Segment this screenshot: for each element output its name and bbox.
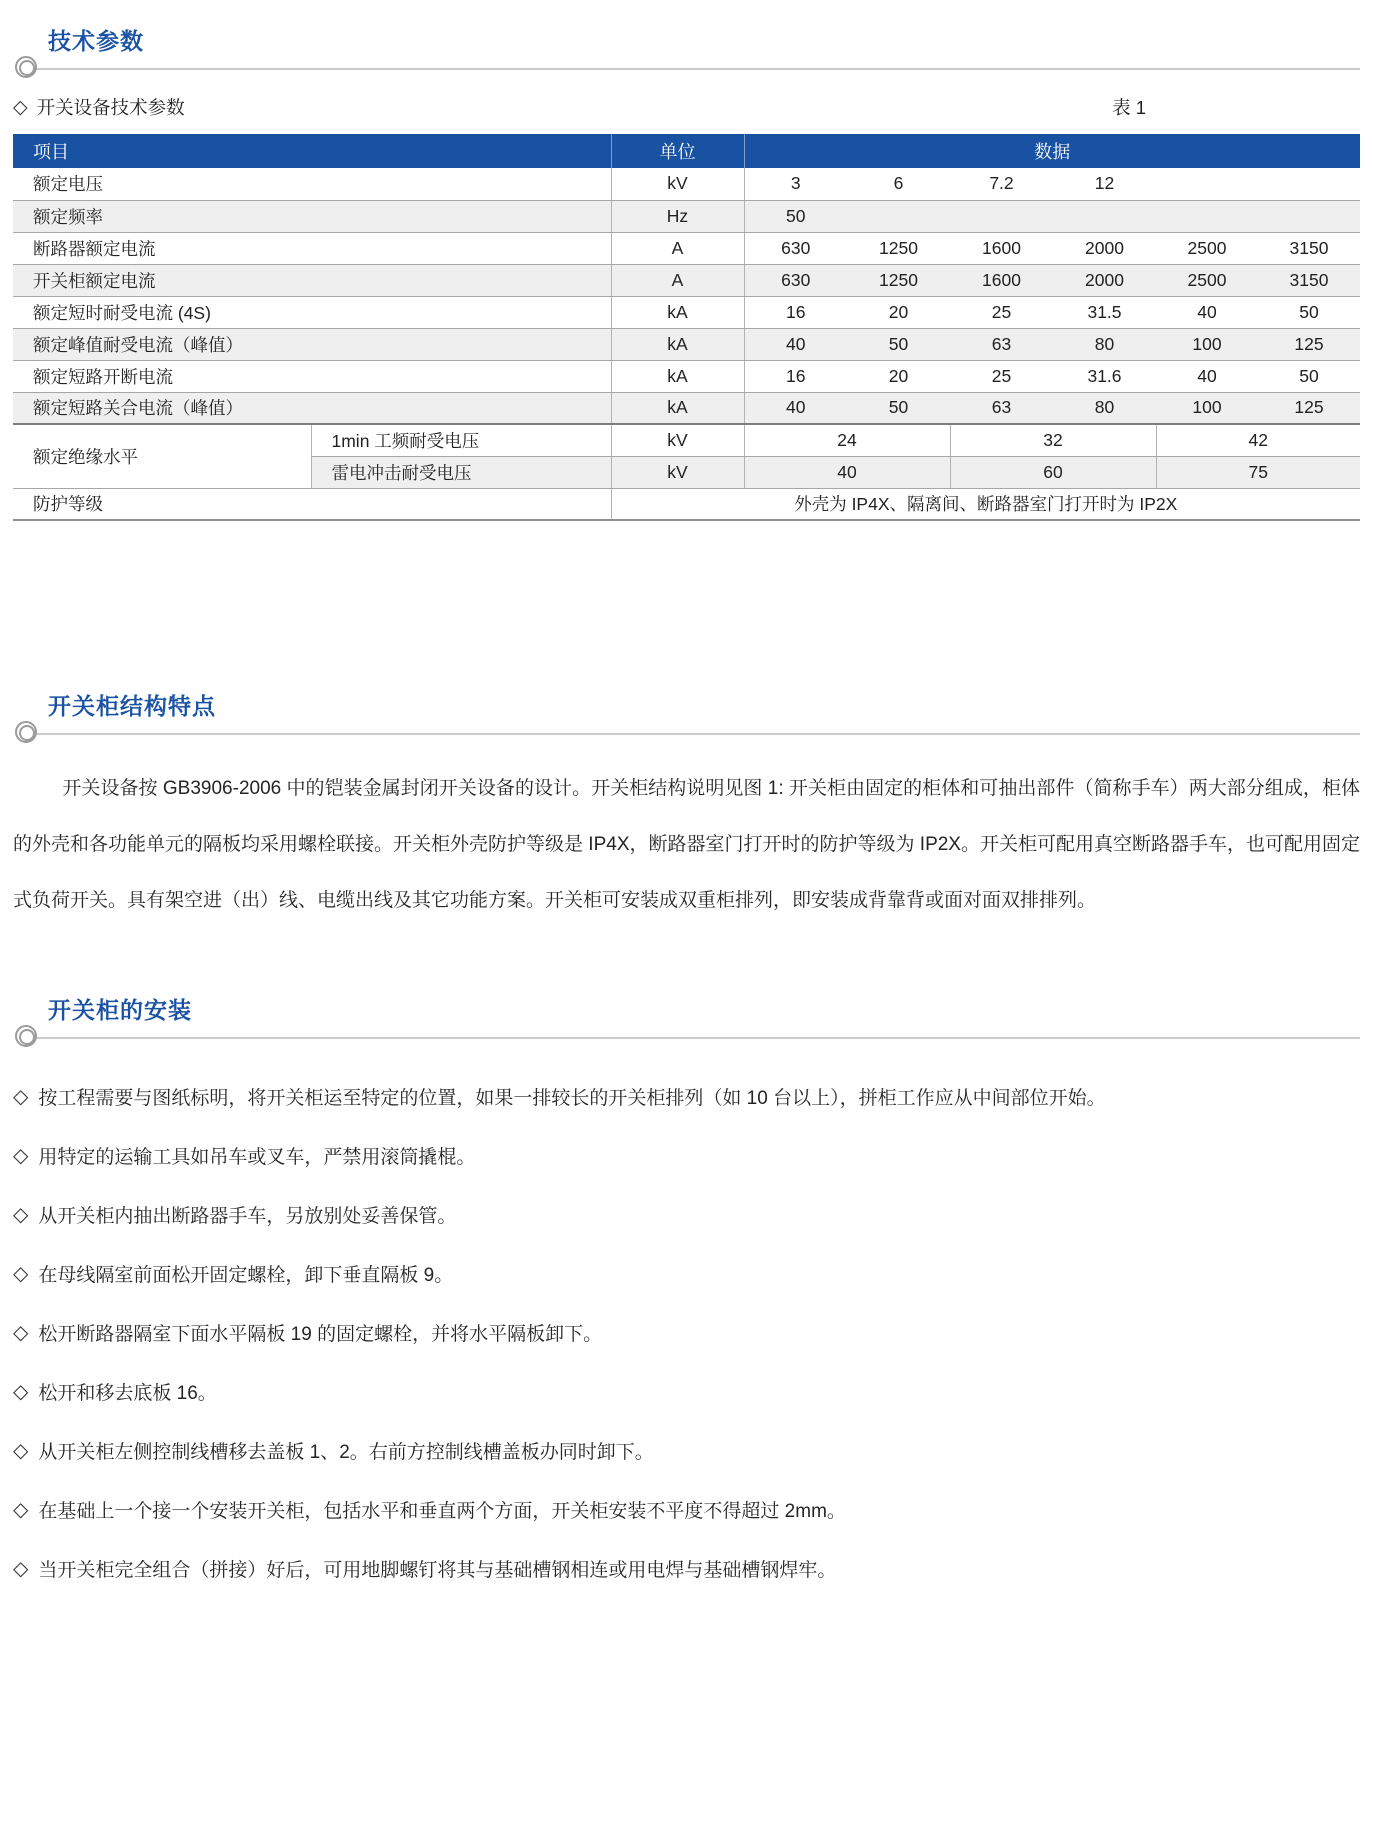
table-row — [13, 264, 1360, 296]
section-rule — [13, 721, 1360, 749]
cell: 630 — [744, 264, 847, 296]
list-item — [13, 1539, 1360, 1598]
list-item — [13, 1480, 1360, 1539]
list-item-text: 在母线隔室前面松开固定螺栓，卸下垂直隔板 9。 — [38, 1265, 454, 1286]
cell: 100 — [1156, 328, 1258, 360]
diamond-icon: ◇ — [13, 1557, 29, 1580]
cell — [1258, 168, 1360, 200]
list-item — [13, 1244, 1360, 1303]
row-unit: kV — [611, 168, 744, 200]
cell: 20 — [847, 360, 950, 392]
row-label: 额定绝缘水平 — [13, 424, 311, 488]
sub-row-label: 1min 工频耐受电压 — [311, 424, 611, 456]
row-unit: kA — [611, 296, 744, 328]
cell — [1156, 168, 1258, 200]
list-item — [13, 1185, 1360, 1244]
table-subtitle-row — [13, 94, 1360, 120]
cell: 2000 — [1053, 264, 1156, 296]
list-item-text: 松开和移去底板 16。 — [38, 1383, 217, 1404]
cell: 2000 — [1053, 232, 1156, 264]
row-label: 额定短时耐受电流 (4S) — [13, 296, 611, 328]
cell — [847, 200, 950, 232]
cell: 6 — [847, 168, 950, 200]
cell: 16 — [744, 296, 847, 328]
cell: 7.2 — [950, 168, 1053, 200]
row-unit: kV — [611, 424, 744, 456]
section-installation — [13, 995, 1360, 1598]
cell: 1250 — [847, 264, 950, 296]
table-row — [13, 296, 1360, 328]
cell: 80 — [1053, 392, 1156, 424]
table-header-row — [13, 134, 1360, 168]
cell: 63 — [950, 328, 1053, 360]
cell: 125 — [1258, 392, 1360, 424]
diamond-icon: ◇ — [13, 1380, 29, 1403]
row-unit: Hz — [611, 200, 744, 232]
list-item-text: 从开关柜左侧控制线槽移去盖板 1、2。右前方控制线槽盖板办同时卸下。 — [38, 1442, 654, 1463]
cell: 20 — [847, 296, 950, 328]
protection-value: 外壳为 IP4X、隔离间、断路器室门打开时为 IP2X — [611, 488, 1360, 520]
diamond-icon: ◇ — [13, 1262, 29, 1285]
cell: 3 — [744, 168, 847, 200]
cell: 125 — [1258, 328, 1360, 360]
cell: 50 — [1258, 360, 1360, 392]
cell: 50 — [1258, 296, 1360, 328]
technical-parameters-table — [13, 134, 1360, 521]
structure-paragraph: 开关设备按 GB3906-2006 中的铠装金属封闭开关设备的设计。开关柜结构说明见图 1: 开关柜由固定的柜体和可抽出部件（简称手车）两大部分组成，柜体的外壳和各功能单元的隔板均采用螺栓联接。开关柜外壳防护等级是 IP4X，断路器室门打开时的防护等级为 IP2X。开关柜可配用真空断路器手车，也可配用固定式负荷开关。具有架空进（出）线、电缆出线及其它功能方案。开关柜可安装成双重柜排列，即安装成背靠背或面对面双排排列。 — [13, 778, 1360, 911]
row-label: 断路器额定电流 — [13, 232, 611, 264]
cell: 40 — [744, 392, 847, 424]
cell: 31.6 — [1053, 360, 1156, 392]
section-structure-features — [13, 691, 1360, 929]
cell — [950, 200, 1053, 232]
cell: 1600 — [950, 264, 1053, 296]
cell: 2500 — [1156, 232, 1258, 264]
diamond-icon: ◇ — [13, 1498, 29, 1521]
table-row — [13, 360, 1360, 392]
section-rule — [13, 1025, 1360, 1053]
sub-row-label: 雷电冲击耐受电压 — [311, 456, 611, 488]
cell: 40 — [1156, 360, 1258, 392]
list-item-text: 当开关柜完全组合（拼接）好后，可用地脚螺钉将其与基础槽钢相连或用电焊与基础槽钢焊牢。 — [38, 1560, 837, 1581]
row-unit: A — [611, 264, 744, 296]
cell: 3150 — [1258, 232, 1360, 264]
table-number-label: 表 1 — [1112, 97, 1146, 118]
section-title: 技术参数 — [48, 28, 144, 54]
divider-line — [27, 1037, 1360, 1039]
cell: 24 — [744, 424, 950, 456]
cell: 40 — [744, 328, 847, 360]
ring-icon — [15, 721, 37, 743]
cell: 42 — [1156, 424, 1360, 456]
cell: 32 — [950, 424, 1156, 456]
table-row — [13, 392, 1360, 424]
diamond-icon: ◇ — [13, 1439, 29, 1462]
row-unit: kA — [611, 392, 744, 424]
cell: 75 — [1156, 456, 1360, 488]
header-data: 数据 — [744, 134, 1360, 168]
divider-line — [27, 68, 1360, 70]
table-row — [13, 168, 1360, 200]
header-unit: 单位 — [611, 134, 744, 168]
cell: 40 — [1156, 296, 1258, 328]
cell: 50 — [744, 200, 847, 232]
list-item — [13, 1303, 1360, 1362]
section-title: 开关柜结构特点 — [48, 693, 216, 719]
diamond-icon: ◇ — [13, 1085, 29, 1108]
cell: 12 — [1053, 168, 1156, 200]
cell — [1156, 200, 1258, 232]
row-label: 额定电压 — [13, 168, 611, 200]
list-item-text: 从开关柜内抽出断路器手车，另放别处妥善保管。 — [38, 1206, 457, 1227]
section-rule — [13, 56, 1360, 84]
list-item — [13, 1362, 1360, 1421]
row-label: 额定短路开断电流 — [13, 360, 611, 392]
header-item: 项目 — [13, 134, 611, 168]
cell: 50 — [847, 392, 950, 424]
table-row — [13, 200, 1360, 232]
ring-icon — [15, 56, 37, 78]
cell: 2500 — [1156, 264, 1258, 296]
installation-steps-list — [13, 1067, 1360, 1598]
row-unit: kV — [611, 456, 744, 488]
diamond-icon: ◇ — [13, 1321, 29, 1344]
list-item-text: 在基础上一个接一个安装开关柜，包括水平和垂直两个方面，开关柜安装不平度不得超过 2mm。 — [38, 1501, 846, 1522]
cell: 1600 — [950, 232, 1053, 264]
section-title: 开关柜的安装 — [48, 997, 192, 1023]
row-unit: kA — [611, 360, 744, 392]
list-item — [13, 1067, 1360, 1126]
cell: 80 — [1053, 328, 1156, 360]
row-unit: kA — [611, 328, 744, 360]
cell: 31.5 — [1053, 296, 1156, 328]
cell: 630 — [744, 232, 847, 264]
list-item — [13, 1126, 1360, 1185]
list-item-text: 按工程需要与图纸标明，将开关柜运至特定的位置，如果一排较长的开关柜排列（如 10 台以上），拼柜工作应从中间部位开始。 — [38, 1088, 1106, 1109]
diamond-icon: ◇ — [13, 96, 28, 118]
cell: 60 — [950, 456, 1156, 488]
cell: 1250 — [847, 232, 950, 264]
row-label: 额定频率 — [13, 200, 611, 232]
row-label: 开关柜额定电流 — [13, 264, 611, 296]
ring-icon — [15, 1025, 37, 1047]
protection-row — [13, 488, 1360, 520]
table-row — [13, 232, 1360, 264]
cell — [1053, 200, 1156, 232]
row-label: 额定短路关合电流（峰值） — [13, 392, 611, 424]
insulation-row-power-frequency — [13, 424, 1360, 456]
cell: 63 — [950, 392, 1053, 424]
list-item — [13, 1421, 1360, 1480]
diamond-icon: ◇ — [13, 1203, 29, 1226]
row-unit: A — [611, 232, 744, 264]
cell: 25 — [950, 296, 1053, 328]
cell: 100 — [1156, 392, 1258, 424]
list-item-text: 松开断路器隔室下面水平隔板 19 的固定螺栓，并将水平隔板卸下。 — [38, 1324, 603, 1345]
diamond-icon: ◇ — [13, 1144, 29, 1167]
cell: 3150 — [1258, 264, 1360, 296]
row-label: 防护等级 — [13, 488, 611, 520]
cell — [1258, 200, 1360, 232]
cell: 25 — [950, 360, 1053, 392]
row-label: 额定峰值耐受电流（峰值） — [13, 328, 611, 360]
table-row — [13, 328, 1360, 360]
table-subtitle: 开关设备技术参数 — [36, 97, 185, 118]
cell: 16 — [744, 360, 847, 392]
list-item-text: 用特定的运输工具如吊车或叉车，严禁用滚筒撬棍。 — [38, 1147, 476, 1168]
divider-line — [27, 733, 1360, 735]
cell: 40 — [744, 456, 950, 488]
cell: 50 — [847, 328, 950, 360]
section-technical-parameters — [13, 26, 1360, 521]
